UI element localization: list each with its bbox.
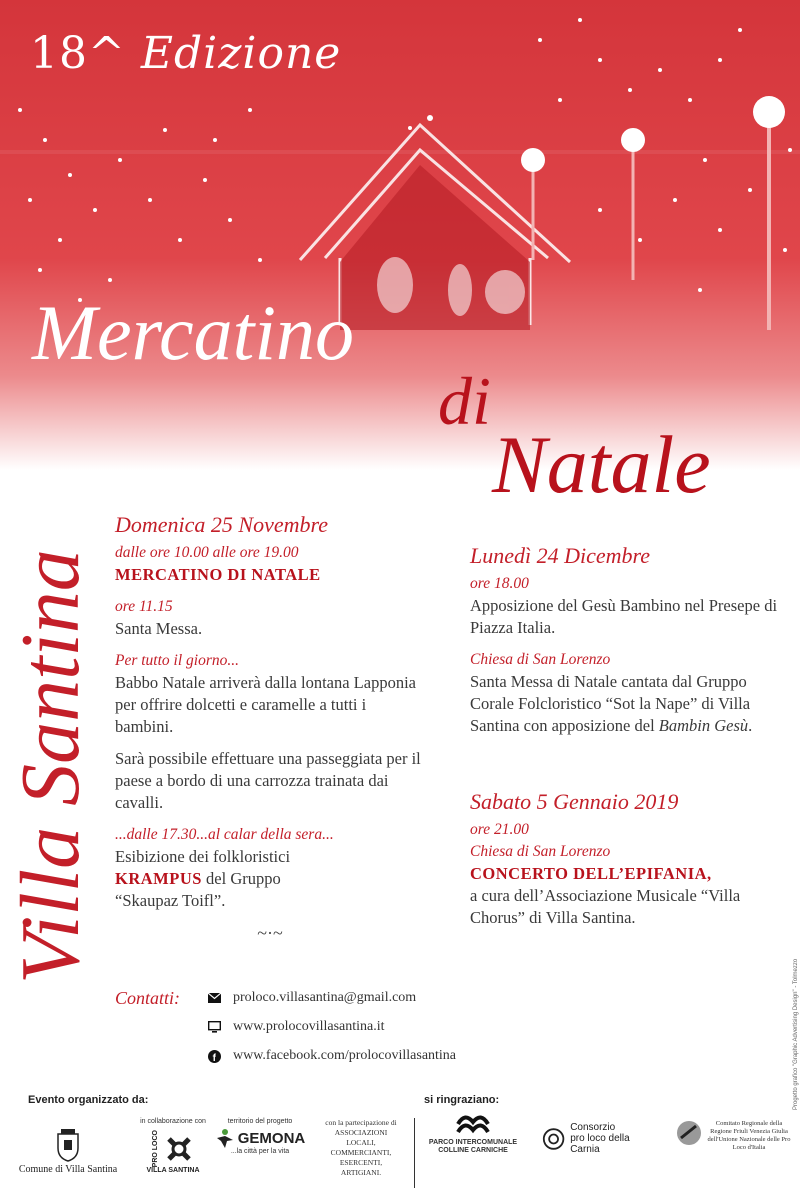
proloco-line2: VILLA SANTINA (146, 1167, 200, 1175)
vertical-location-title: Villa Santina (4, 549, 97, 984)
krampus-name: KRAMPUS (115, 869, 202, 888)
date-january-5: Sabato 5 Gennaio 2019 (470, 789, 679, 814)
time-mass: ore 11.15 (115, 598, 173, 615)
logo-consorzio (542, 1122, 652, 1155)
left-column-program (115, 514, 425, 944)
date-december-24: Lunedì 24 Dicembre (470, 543, 651, 568)
time-market: dalle ore 10.00 alle ore 19.00 (115, 544, 299, 561)
separator-ornament: ~·~ (257, 923, 283, 943)
thanks-label: si ringraziano: (424, 1094, 500, 1106)
monitor-icon (207, 1020, 221, 1034)
consorzio-ring-icon (542, 1126, 565, 1152)
place-san-lorenzo-2: Chiesa di San Lorenzo (470, 843, 611, 860)
gemona-name: GEMONA (237, 1129, 306, 1147)
organized-label: Evento organizzato da: (28, 1094, 149, 1106)
logo-proloco (128, 1118, 218, 1174)
consorzio-line2: pro loco della Carnia (570, 1133, 630, 1155)
program-block-concert (470, 819, 790, 929)
program-block-mass (115, 596, 425, 640)
contact-email[interactable] (207, 987, 416, 1009)
comitato-text: Comitato Regionale della Regione Friuli Venezia Giulia dell'Unione Nazionale delle Pro Loco d'Italia (707, 1120, 791, 1151)
title-di: di (438, 363, 491, 439)
logo-comune (18, 1128, 118, 1175)
program-block-christmas-mass (470, 649, 790, 737)
krampus-mid: del Gruppo (201, 869, 281, 888)
graphic-credit: Progetto grafico "Graphic Advertising Design" - Tolmezzo (793, 958, 799, 1110)
program-block-carriage (115, 748, 425, 814)
christmas-mass-text (470, 671, 790, 737)
time-evening: ...dalle 17.30...al calar della sera... (115, 826, 334, 843)
partners-text: con la partecipazione di ASSOCIAZIONI LOCALI, COMMERCIANTI, ESERCENTI, ARTIGIANI. (325, 1118, 397, 1177)
time-jan-21: ore 21.00 (470, 821, 529, 838)
crest-icon (55, 1128, 81, 1162)
krampus-line2 (115, 868, 425, 890)
time-all-day: Per tutto il giorno... (115, 652, 239, 669)
logo-comitato (676, 1120, 794, 1152)
gemona-top-text: territorio del progetto (227, 1118, 293, 1125)
bambin-gesu: Bambin Gesù (658, 716, 749, 735)
krampus-line3: “Skaupaz Toifl”. (115, 891, 226, 910)
comitato-emblem-icon (676, 1120, 702, 1146)
proloco-knot-icon (163, 1133, 195, 1165)
website-link[interactable]: www.prolocovillasantina.it (233, 1019, 385, 1034)
christmas-mass-main: Santa Messa di Natale cantata dal Gruppo Corale Folcloristico “Sot la Nape” di Villa Santina con apposizione del (470, 672, 751, 735)
right-column-program (470, 545, 790, 929)
proloco-line1: PRO LOCO (151, 1130, 159, 1168)
facebook-link[interactable]: www.facebook.com/prolocovillasantina (233, 1048, 457, 1063)
date-november-25: Domenica 25 Novembre (115, 512, 329, 537)
carriage-text: Sarà possibile effettuare una passeggiata per il paese a bordo di una carrozza trainata dai cavalli. (115, 749, 421, 812)
program-block-santa (115, 650, 425, 738)
time-dec-18: ore 18.00 (470, 575, 529, 592)
gemona-sub: ...la città per la vita (230, 1148, 290, 1155)
title-natale: Natale (492, 419, 711, 510)
gemona-figure-icon (215, 1128, 235, 1148)
footer-divider (414, 1118, 415, 1188)
partners-text-block (320, 1118, 402, 1178)
comune-name: Comune di Villa Santina (18, 1164, 118, 1175)
parco-waves-icon (456, 1110, 490, 1136)
facebook-icon (207, 1049, 221, 1063)
concert-title: CONCERTO DELL’EPIFANIA, (470, 864, 712, 883)
street-lamps (521, 96, 785, 330)
parco-name: PARCO INTERCOMUNALE COLLINE CARNICHE (428, 1139, 518, 1154)
concert-text: a cura dell’Associazione Musicale “Villa Chorus” di Villa Santina. (470, 886, 741, 927)
consorzio-line1: Consorzio (570, 1122, 616, 1133)
christmas-mass-end: . (748, 716, 753, 735)
place-san-lorenzo-1: Chiesa di San Lorenzo (470, 651, 611, 668)
edition-number: 18^ (30, 28, 126, 79)
edition-word: Edizione (140, 28, 342, 79)
envelope-icon (207, 991, 221, 1005)
contact-facebook[interactable] (207, 1045, 456, 1067)
hero-photo (0, 0, 800, 470)
krampus-line1: Esibizione dei folkloristici (115, 847, 291, 866)
nativity-text: Apposizione del Gesù Bambino nel Presepe di Piazza Italia. (470, 596, 778, 637)
edition-heading (30, 28, 341, 79)
santa-text: Babbo Natale arriverà dalla lontana Lapponia per offrire dolcetti e caramelle a tutti i bambini. (115, 673, 416, 736)
mass-text: Santa Messa. (115, 619, 203, 638)
contacts-label: Contatti: (115, 988, 181, 1008)
title-mercatino: Mercatino (32, 289, 355, 376)
collab-text: in collaborazione con (140, 1118, 206, 1125)
logo-parco (428, 1110, 518, 1155)
program-block-nativity (470, 573, 790, 639)
logo-gemona (215, 1118, 305, 1156)
market-title: MERCATINO DI NATALE (115, 565, 321, 584)
program-block-krampus (115, 824, 425, 912)
contact-website[interactable] (207, 1016, 385, 1038)
email-link[interactable]: proloco.villasantina@gmail.com (233, 990, 417, 1005)
program-block-market (115, 542, 425, 586)
svg-text:f: f (212, 1052, 216, 1063)
